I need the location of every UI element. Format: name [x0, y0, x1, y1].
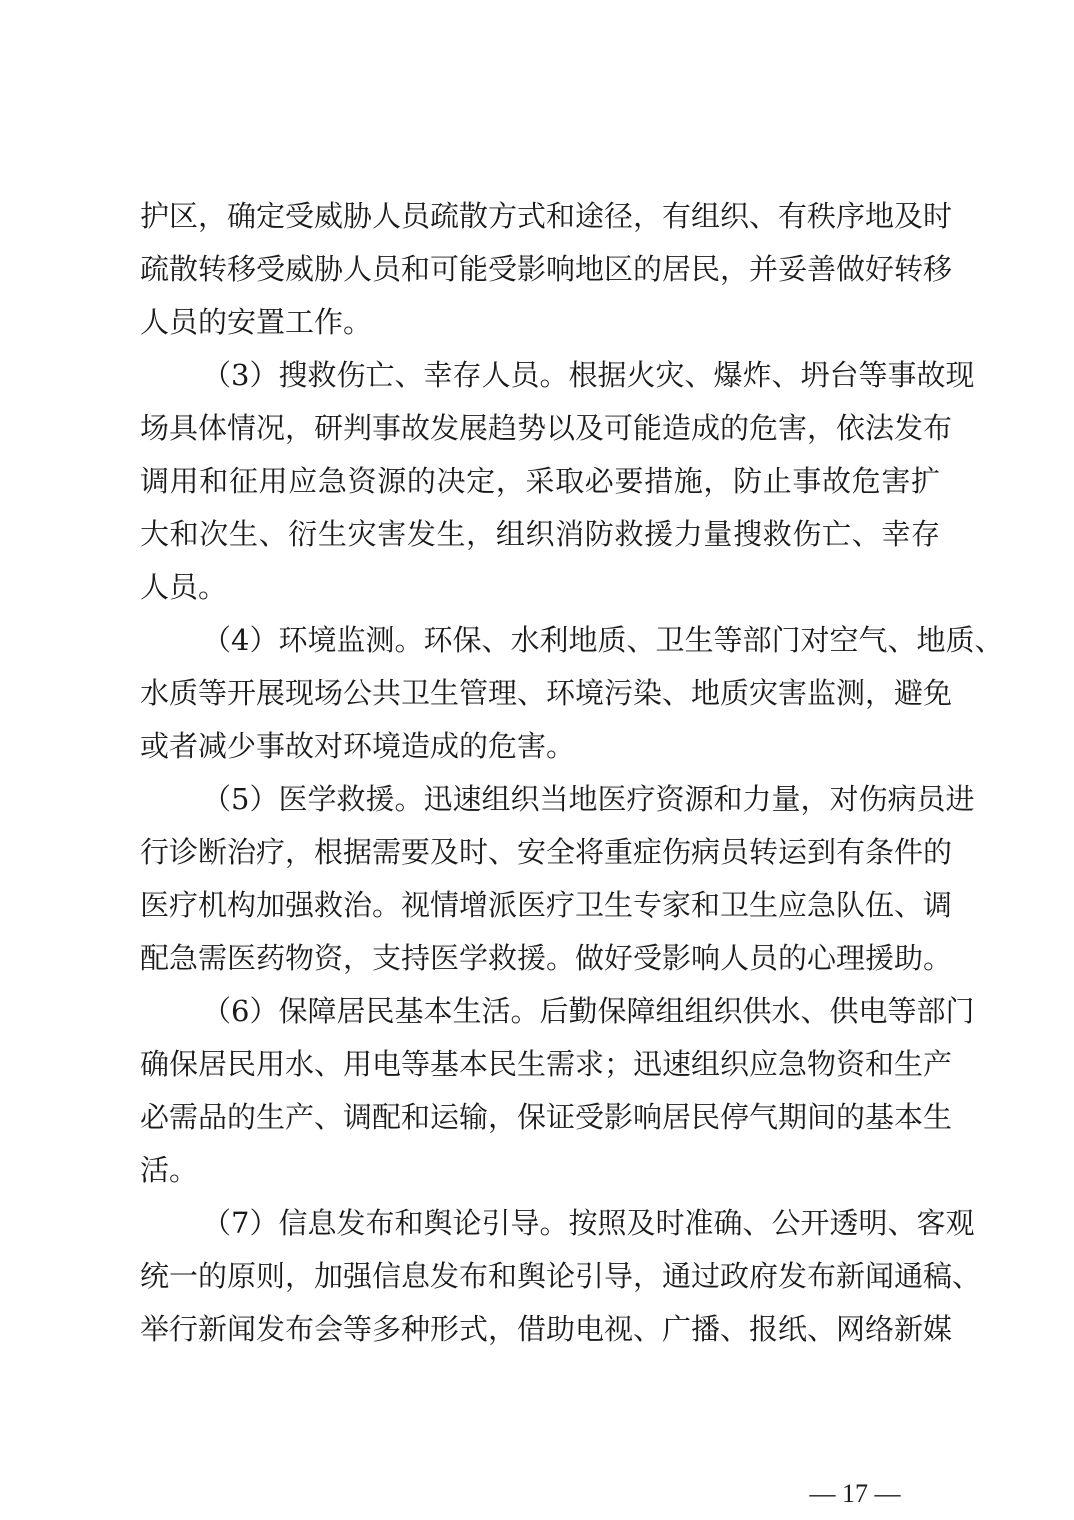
text-line: 必需品的生产、调配和运输，保证受影响居民停气期间的基本生: [140, 1100, 953, 1134]
text-line: 活。: [140, 1153, 199, 1187]
text-line: （7）信息发布和舆论引导。按照及时准确、公开透明、客观: [202, 1206, 975, 1240]
text-line: （3）搜救伤亡、幸存人员。根据火灾、爆炸、坍台等事故现: [202, 358, 975, 392]
text-line: 确保居民用水、用电等基本民生需求；迅速组织应急物资和生产: [140, 1047, 953, 1081]
text-line: 疏散转移受威胁人员和可能受影响地区的居民，并妥善做好转移: [140, 252, 953, 286]
text-line: 行诊断治疗，根据需要及时、安全将重症伤病员转运到有条件的: [140, 835, 953, 869]
text-line: 大和次生、衍生灾害发生，组织消防救援力量搜救伤亡、幸存: [140, 517, 940, 551]
text-line: 调用和征用应急资源的决定，采取必要措施，防止事故危害扩: [140, 464, 940, 498]
text-line: 护区，确定受威胁人员疏散方式和途径，有组织、有秩序地及时: [140, 199, 953, 233]
text-line: 场具体情况，研判事故发展趋势以及可能造成的危害，依法发布: [140, 411, 953, 445]
text-line: 人员的安置工作。: [140, 305, 373, 339]
text-line: （4）环境监测。环保、水利地质、卫生等部门对空气、地质、: [202, 623, 1004, 657]
text-line: 举行新闻发布会等多种形式，借助电视、广播、报纸、网络新媒: [140, 1312, 953, 1346]
text-line: 水质等开展现场公共卫生管理、环境污染、地质灾害监测，避免: [140, 676, 953, 710]
text-line: 人员。: [140, 570, 228, 604]
page-number: — 17 —: [809, 1479, 901, 1508]
text-line: 统一的原则，加强信息发布和舆论引导，通过政府发布新闻通稿、: [140, 1259, 982, 1293]
text-line: 配急需医药物资，支持医学救援。做好受影响人员的心理援助。: [140, 941, 953, 975]
text-line: （5）医学救援。迅速组织当地医疗资源和力量，对伤病员进: [202, 782, 975, 816]
body-text: [140, 190, 1004, 1356]
text-line: 医疗机构加强救治。视情增派医疗卫生专家和卫生应急队伍、调: [140, 888, 953, 922]
text-line: 或者减少事故对环境造成的危害。: [140, 729, 576, 763]
text-line: （6）保障居民基本生活。后勤保障组组织供水、供电等部门: [202, 994, 975, 1028]
